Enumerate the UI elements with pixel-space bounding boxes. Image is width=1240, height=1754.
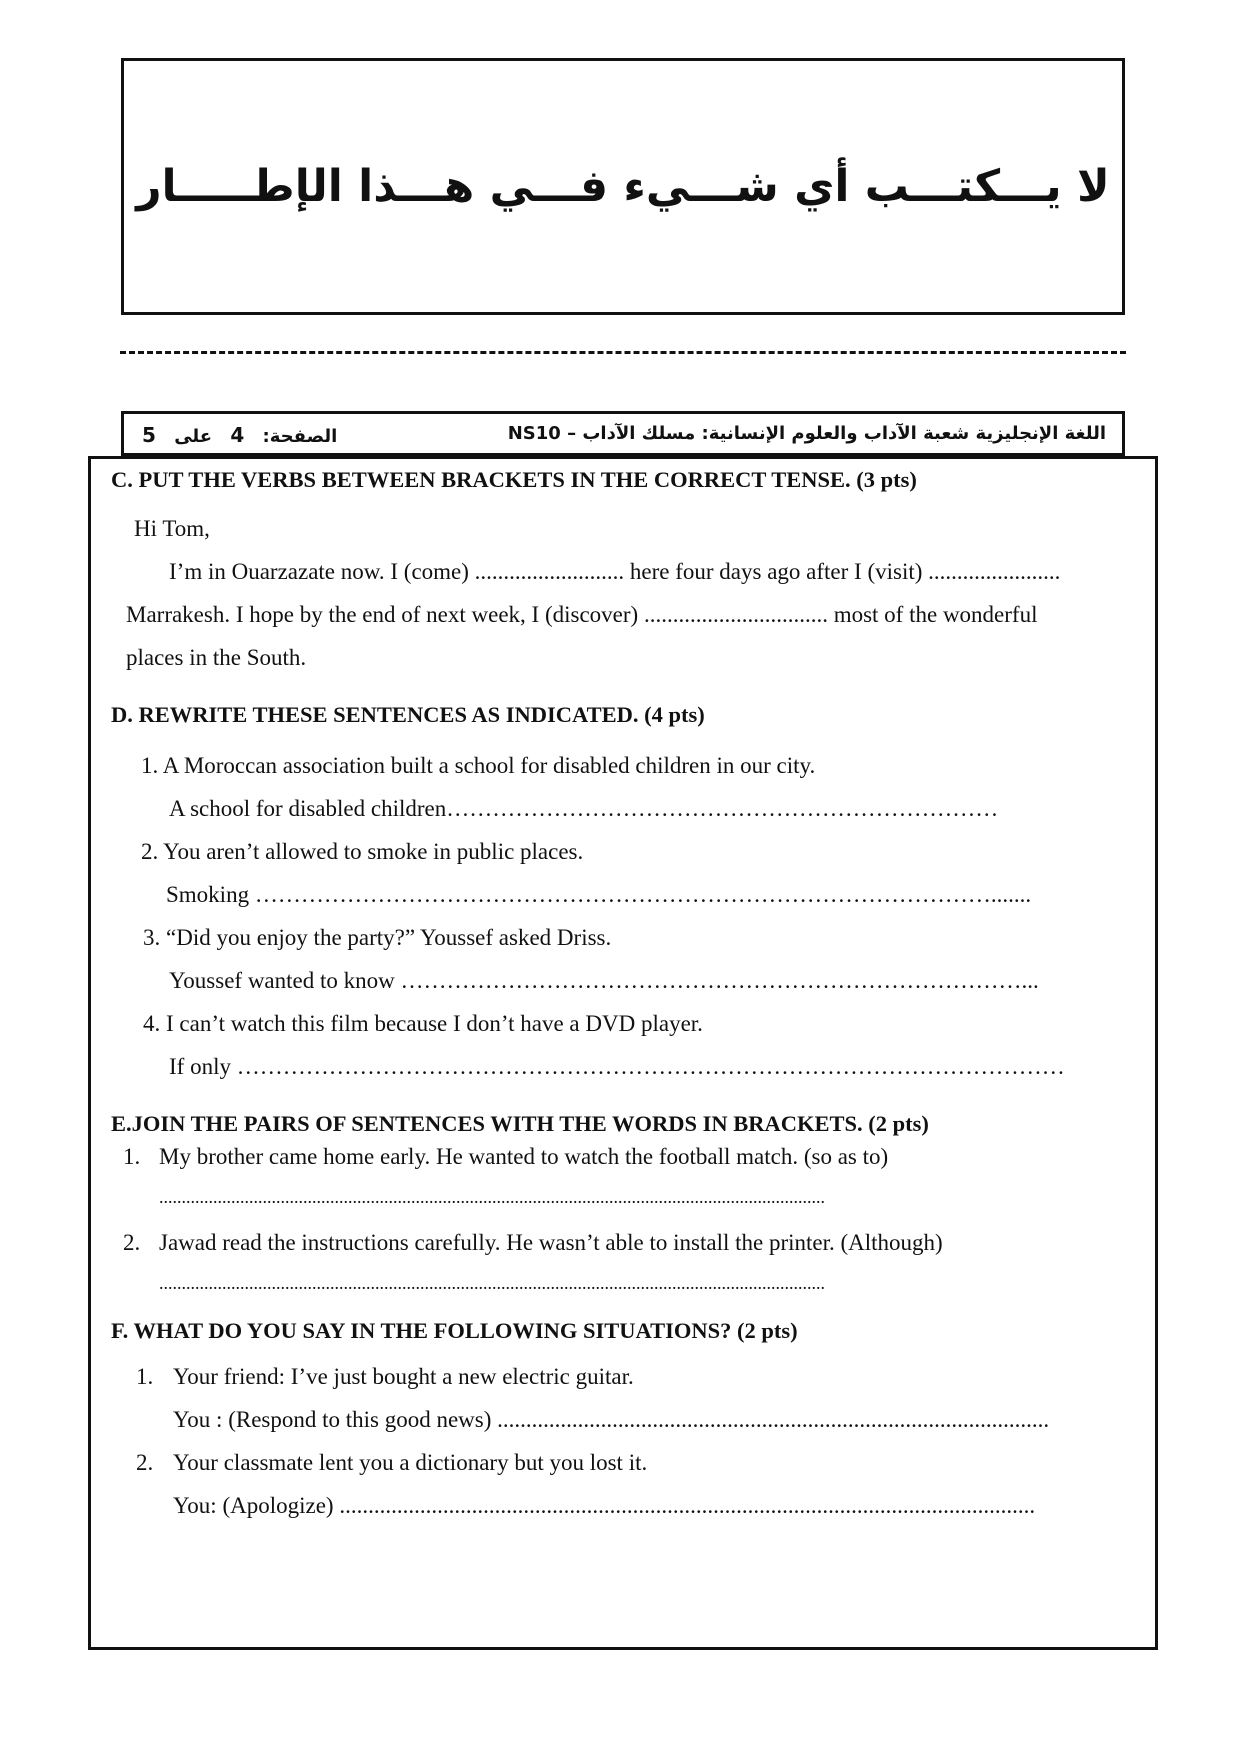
section-d-answer-line[interactable]: If only ……………………………………………………………………………………………… bbox=[169, 1054, 1065, 1079]
section-f-question: Your classmate lent you a dictionary but you lost it. bbox=[173, 1450, 648, 1475]
section-f-answer-line[interactable]: You : (Respond to this good news) ................................................................................................ bbox=[173, 1407, 1050, 1432]
section-f-title: F. WHAT DO YOU SAY IN THE FOLLOWING SITUATIONS? (2 pts) bbox=[111, 1318, 798, 1343]
section-d-title: D. REWRITE THESE SENTENCES AS INDICATED. (4 pts) bbox=[111, 702, 705, 727]
section-f-number: 1. bbox=[136, 1364, 154, 1389]
section-e-question: My brother came home early. He wanted to watch the football match. (so as to) bbox=[159, 1144, 889, 1169]
section-d-answer-line[interactable]: A school for disabled children……………………………………………………………… bbox=[169, 796, 999, 821]
page-header bbox=[121, 411, 1125, 456]
section-d-answer-line[interactable]: Smoking ……………………………………………………………………………………....... bbox=[166, 882, 1032, 907]
page-of: على bbox=[174, 426, 213, 447]
section-d-question: 3. “Did you enjoy the party?” Youssef asked Driss. bbox=[143, 925, 612, 950]
section-e-answer-line[interactable]: .................................................................................................................................................... bbox=[159, 1187, 825, 1207]
subject-label: اللغة الإنجليزية شعبة الآداب والعلوم الإنسانية: مسلك الآداب – NS10 bbox=[507, 423, 1106, 444]
section-c-line-2: Marrakesh. I hope by the end of next week, I (discover) ................................ most of the wonderful bbox=[126, 602, 1038, 627]
section-d-question: 4. I can’t watch this film because I don’t have a DVD player. bbox=[143, 1011, 703, 1036]
section-e-number: 1. bbox=[123, 1144, 141, 1169]
section-f-number: 2. bbox=[136, 1450, 154, 1475]
section-d-question: 1. A Moroccan association built a school for disabled children in our city. bbox=[141, 753, 816, 778]
section-e-title: E.JOIN THE PAIRS OF SENTENCES WITH THE WORDS IN BRACKETS. (2 pts) bbox=[111, 1111, 929, 1136]
section-d-question: 2. You aren’t allowed to smoke in public places. bbox=[141, 839, 584, 864]
section-f-answer-line[interactable]: You: (Apologize) ......................................................................................................................... bbox=[173, 1493, 1036, 1518]
section-c-line-1: I’m in Ouarzazate now. I (come) .......................... here four days ago after I (visit) ....................... bbox=[169, 559, 1061, 584]
exam-content-box bbox=[88, 456, 1158, 1650]
section-d-answer-line[interactable]: Youssef wanted to know ………………………………………………………………………... bbox=[169, 968, 1039, 993]
page-current: 4 bbox=[230, 423, 245, 447]
section-c-title: C. PUT THE VERBS BETWEEN BRACKETS IN THE CORRECT TENSE. (3 pts) bbox=[111, 467, 917, 492]
section-f-question: Your friend: I’ve just bought a new electric guitar. bbox=[173, 1364, 634, 1389]
section-e-answer-line[interactable]: .................................................................................................................................................... bbox=[159, 1273, 825, 1293]
arabic-notice: لا يـــكتـــب أي شـــيء فـــي هـــذا الإطـــــار bbox=[136, 161, 1110, 212]
section-e-question: Jawad read the instructions carefully. He wasn’t able to install the printer. (Although) bbox=[159, 1230, 943, 1255]
page-total: 5 bbox=[142, 423, 156, 447]
page-label: الصفحة: bbox=[262, 426, 338, 447]
section-c-line-3: places in the South. bbox=[126, 645, 307, 670]
section-e-number: 2. bbox=[123, 1230, 141, 1255]
page-indicator bbox=[136, 423, 343, 447]
section-c-greeting: Hi Tom, bbox=[134, 516, 210, 541]
cut-line bbox=[120, 351, 1126, 354]
do-not-write-box bbox=[121, 58, 1125, 315]
